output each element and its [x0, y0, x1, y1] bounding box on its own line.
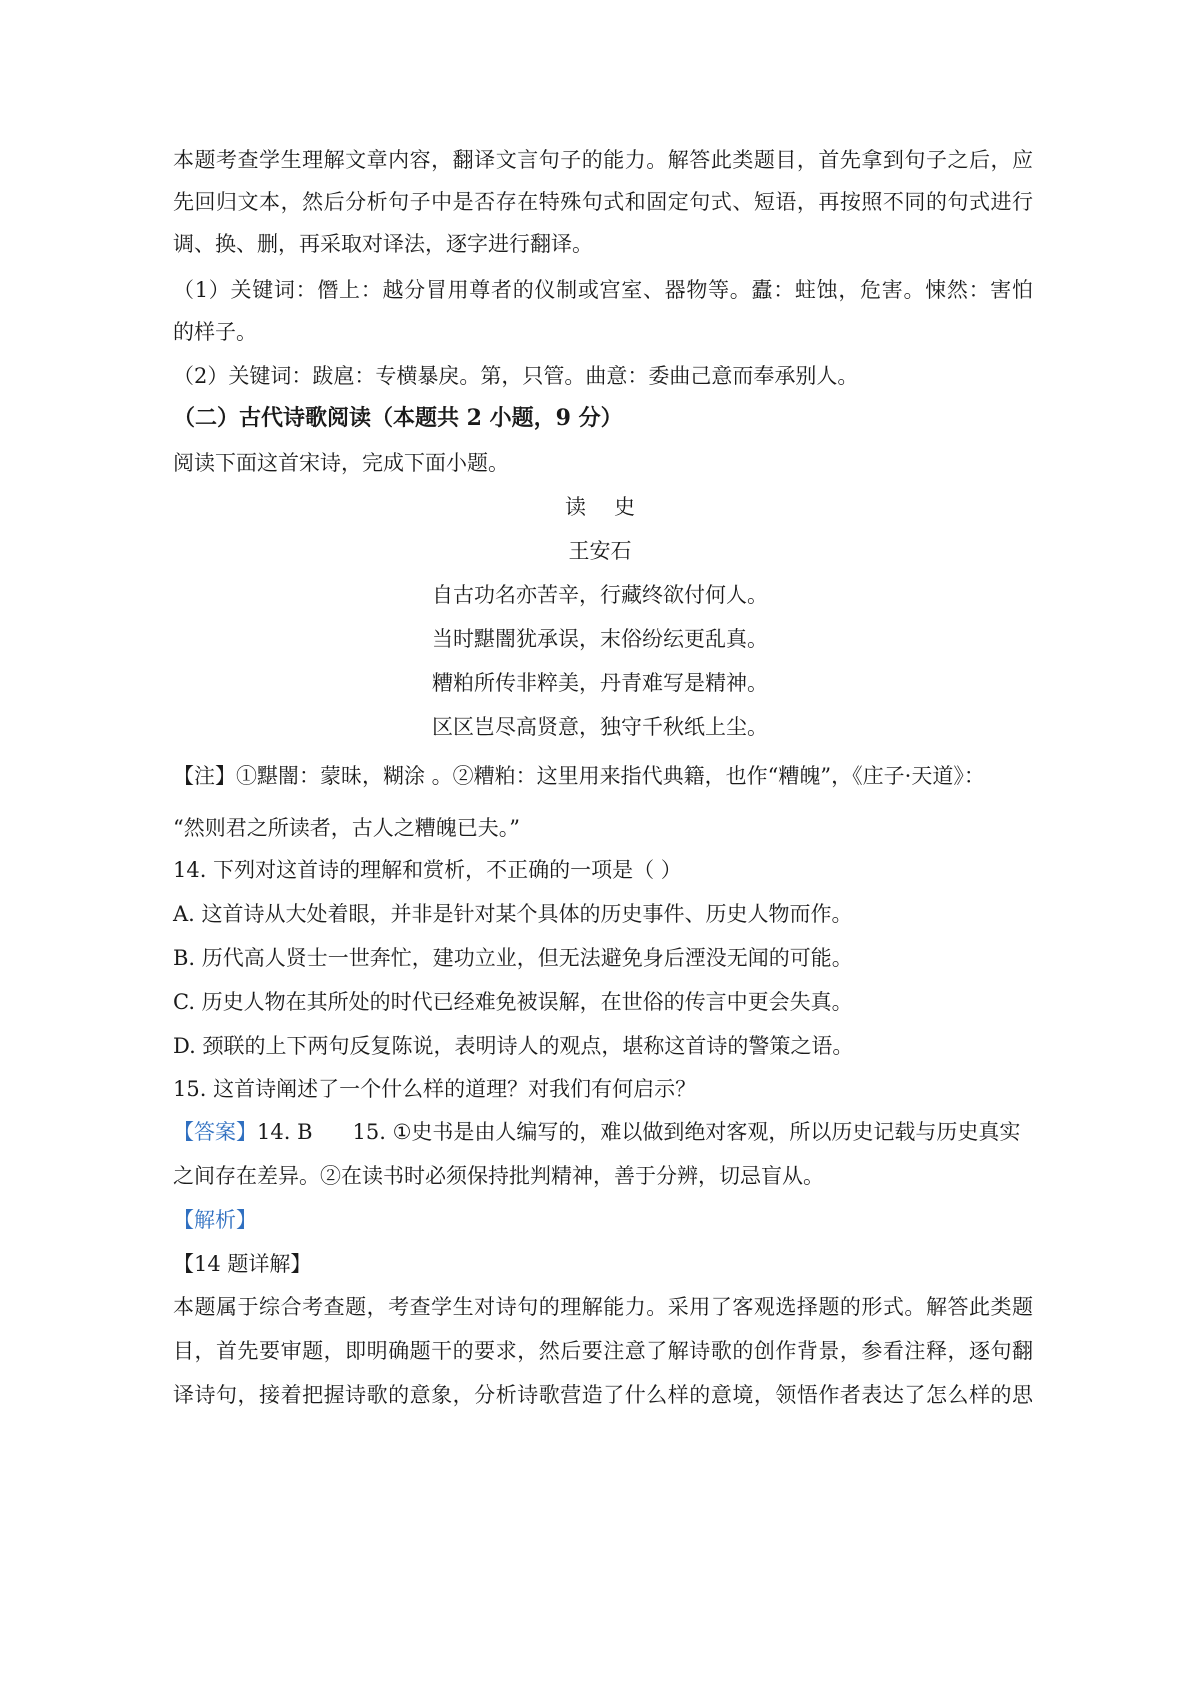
- keywords-2: （2）关键词：跋扈：专横暴戾。第，只管。曲意：委曲己意而奉承别人。: [173, 364, 859, 388]
- keywords-1-line-2: 的样子。: [173, 320, 257, 344]
- answer-14: 14. B: [257, 1120, 313, 1144]
- poem-title: 读史: [565, 495, 663, 519]
- question-14-option-d: D. 颈联的上下两句反复陈说，表明诗人的观点，堪称这首诗的警策之语。: [173, 1034, 854, 1058]
- section-heading: （二）古代诗歌阅读（本题共 2 小题，9 分）: [173, 405, 623, 431]
- poem-line-2: 当时黮闇犹承误，末俗纷纭更乱真。: [432, 627, 768, 651]
- analysis-label: 【解析】: [173, 1208, 257, 1232]
- answer-15-continued: 之间存在差异。②在读书时必须保持批判精神，善于分辨，切忌盲从。: [173, 1164, 824, 1188]
- poem-author: 王安石: [568, 539, 632, 563]
- explanation-intro-line-3: 调、换、删，再采取对译法，逐字进行翻译。: [173, 232, 593, 256]
- answer-line-1: [173, 1118, 1033, 1146]
- analysis-line-1: 本题属于综合考查题，考查学生对诗句的理解能力。采用了客观选择题的形式。解答此类题: [173, 1295, 1033, 1319]
- poem-line-4: 区区岂尽高贤意，独守千秋纸上尘。: [432, 715, 768, 739]
- note-line-2: “然则君之所读者，古人之糟魄已夫。”: [173, 816, 520, 840]
- question-15-stem: 15. 这首诗阐述了一个什么样的道理？对我们有何启示？: [173, 1077, 697, 1101]
- answer-label: 【答案】: [173, 1120, 257, 1144]
- poem-line-3: 糟粕所传非粹美，丹青难写是精神。: [432, 671, 768, 695]
- section-instruction: 阅读下面这首宋诗，完成下面小题。: [173, 451, 509, 475]
- answer-15-start: 15. ①史书是由人编写的，难以做到绝对客观，所以历史记载与历史真实: [352, 1120, 1021, 1144]
- explanation-intro-line-1: 本题考查学生理解文章内容，翻译文言句子的能力。解答此类题目，首先拿到句子之后，应: [173, 148, 1033, 172]
- question-14-option-c: C. 历史人物在其所处的时代已经难免被误解，在世俗的传言中更会失真。: [173, 990, 853, 1014]
- keywords-1-line-1: （1）关键词：僭上：越分冒用尊者的仪制或宫室、器物等。蠹：蛀蚀，危害。悚然：害怕: [173, 278, 1033, 302]
- analysis-line-2: 目，首先要审题，即明确题干的要求，然后要注意了解诗歌的创作背景，参看注释，逐句翻: [173, 1339, 1033, 1363]
- question-14-stem: 14. 下列对这首诗的理解和赏析，不正确的一项是（ ）: [173, 858, 682, 882]
- poem-line-1: 自古功名亦苦辛，行藏终欲付何人。: [432, 583, 768, 607]
- analysis-line-3: 译诗句，接着把握诗歌的意象，分析诗歌营造了什么样的意境，领悟作者表达了怎么样的思: [173, 1383, 1033, 1407]
- question-14-option-b: B. 历代高人贤士一世奔忙，建功立业，但无法避免身后湮没无闻的可能。: [173, 946, 853, 970]
- analysis-sub-heading: 【14 题详解】: [173, 1252, 312, 1276]
- note-line-1: 【注】①黮闇：蒙昧，糊涂 。②糟粕：这里用来指代典籍，也作“糟魄”，《庄子·天道》：: [173, 764, 985, 788]
- question-14-option-a: A. 这首诗从大处着眼，并非是针对某个具体的历史事件、历史人物而作。: [173, 902, 853, 926]
- explanation-intro-line-2: 先回归文本，然后分析句子中是否存在特殊句式和固定句式、短语，再按照不同的句式进行: [173, 190, 1033, 214]
